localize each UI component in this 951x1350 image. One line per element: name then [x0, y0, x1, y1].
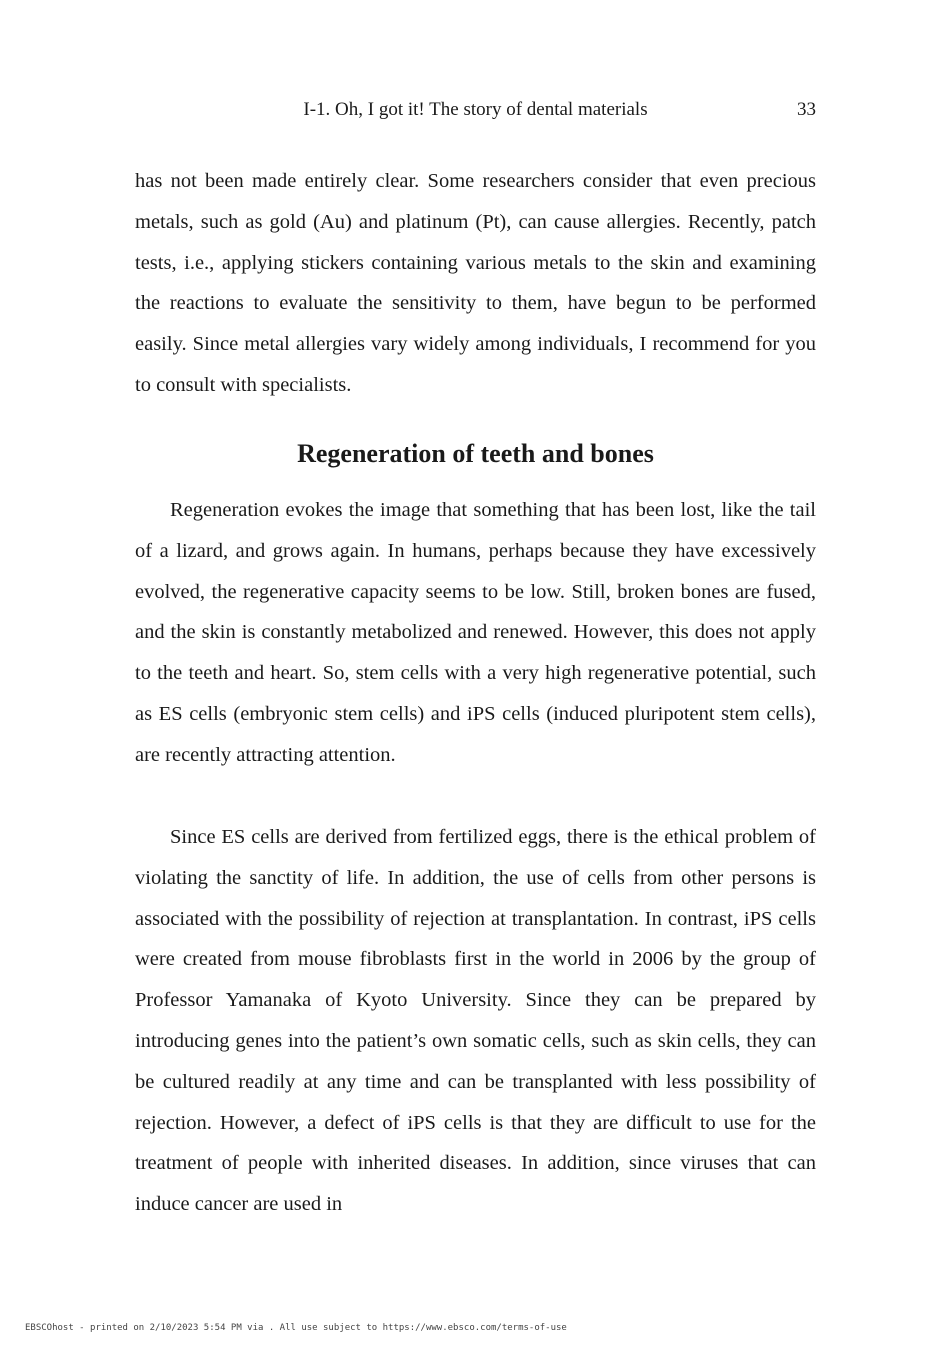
paragraph-continued: has not been made entirely clear. Some researchers consider that even precious metals, such as gold (Au) and platinum (Pt), can cause allergies. Recently, patch tests, i.e., applying stickers containing various metals to the skin and examining the reactions to evaluate the sensitivity to them, have begun to be performed easily. Since metal allergies vary widely among individuals, I recommend for you to consult with specialists. [135, 170, 816, 396]
paragraph-es-ips-cells: Since ES cells are derived from fertilized eggs, there is the ethical problem of violating the sanctity of life. In addition, the use of cells from other persons is associated with the possibility of rejection at transplantation. In contrast, iPS cells were created from mouse fibroblasts first in the world in 2006 by the group of Professor Yamanaka of Kyoto University. Since they can be prepared by introducing genes into the patient’s own somatic cells, such as skin cells, they can be cultured readily at any time and can be transplanted with less possibility of rejection. However, a defect of iPS cells is that they are difficult to use for the treatment of people with inherited diseases. In addition, since viruses that can induce cancer are used in [135, 826, 816, 1216]
running-header [135, 97, 816, 123]
running-title: I-1. Oh, I got it! The story of dental materials [303, 99, 648, 120]
section-heading: Regeneration of teeth and bones [297, 439, 654, 468]
page-number: 33 [797, 99, 816, 120]
paragraph-regeneration: Regeneration evokes the image that something that has been lost, like the tail of a lizard, and grows again. In humans, perhaps because they have excessively evolved, the regenerative capacity seems to be low. Still, broken bones are fused, and the skin is constantly metabolized and renewed. However, this does not apply to the teeth and heart. So, stem cells with a very high regenerative potential, such as ES cells (embryonic stem cells) and iPS cells (induced pluripotent stem cells), are recently attracting attention. [135, 499, 816, 766]
print-footer: EBSCOhost - printed on 2/10/2023 5:54 PM via . All use subject to https://www.ebsco.com/terms-of-use [25, 1323, 567, 1333]
